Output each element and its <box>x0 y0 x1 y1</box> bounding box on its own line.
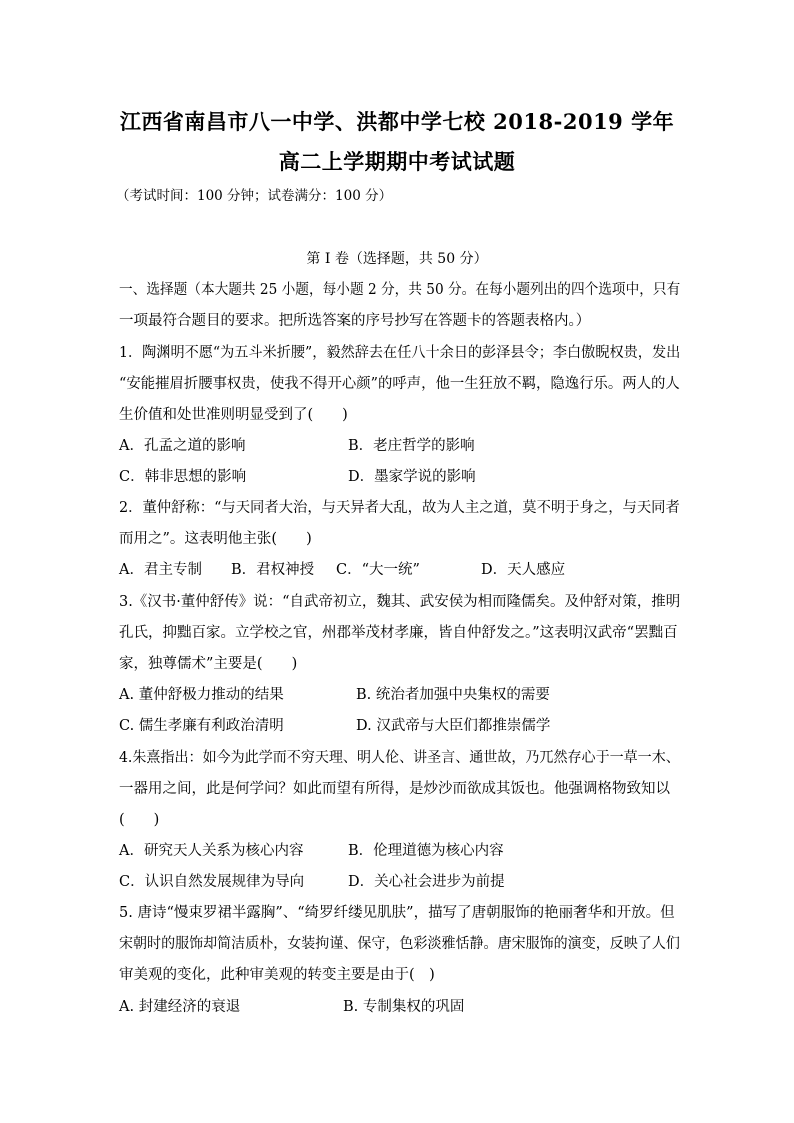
question-3-text: 3.《汉书·董仲舒传》说：“自武帝初立，魏其、武安侯为相而隆儒矣。及仲舒对策，推明 <box>119 594 681 610</box>
question-4-option-c: C．认识自然发展规律为导向 <box>119 874 305 890</box>
question-2-option-a: A．君主专制 <box>119 562 202 578</box>
question-3-text: 家，独尊儒术”主要是( ) <box>119 656 298 672</box>
question-1-text: “安能摧眉折腰事权贵，使我不得开心颜”的呼声，他一生狂放不羁，隐逸行乐。两人的人 <box>119 376 680 392</box>
question-2-text: 2．董仲舒称：“与天同者大治，与天异者大乱，故为人主之道，莫不明于身之，与天同者 <box>119 500 680 516</box>
question-5-option-b: B. 专制集权的巩固 <box>343 999 465 1015</box>
question-4-option-d: D．关心社会进步为前提 <box>348 874 505 890</box>
exam-title-line2: 高二上学期期中考试试题 <box>278 149 516 174</box>
question-5-text: 5. 唐诗“慢束罗裙半露胸”、“绮罗纤缕见肌肤”，描写了唐朝服饰的艳丽奢华和开放。但 <box>119 905 675 921</box>
question-3-option-c: C. 儒生孝廉有利政治清明 <box>119 718 284 734</box>
question-4-option-a: A．研究天人关系为核心内容 <box>119 843 304 859</box>
question-1-option-a: A．孔孟之道的影响 <box>119 438 246 454</box>
question-2-option-b: B．君权神授 <box>231 562 315 578</box>
question-4-option-b: B．伦理道德为核心内容 <box>348 843 504 859</box>
question-2-option-d: D．天人感应 <box>481 562 566 578</box>
question-1-option-b: B．老庄哲学的影响 <box>348 438 475 454</box>
question-2-option-c: C．“大一统” <box>336 562 420 578</box>
question-1-option-d: D．墨家学说的影响 <box>348 469 476 485</box>
question-1-text: 1．陶渊明不愿“为五斗米折腰”，毅然辞去在任八十余日的彭泽县令；李白傲睨权贵，发出 <box>119 345 681 361</box>
question-3-option-a: A. 董仲舒极力推动的结果 <box>119 687 284 703</box>
exam-info: （考试时间：100 分钟；试卷满分：100 分） <box>116 188 393 204</box>
question-1-text: 生价值和处世准则明显受到了( ) <box>119 407 348 423</box>
question-4-text: 一器用之间，此是何学问？如此而望有所得，是炒沙而欲成其饭也。他强调格物致知以 <box>119 781 670 797</box>
question-5-text: 审美观的变化，此种审美观的转变主要是由于( ) <box>119 967 435 983</box>
question-3-text: 孔氏，抑黜百家。立学校之官，州郡举茂材孝廉，皆自仲舒发之。”这表明汉武帝“罢黜百 <box>119 625 678 641</box>
question-5-text: 宋朝时的服饰却简洁质朴，女装拘谨、保守，色彩淡雅恬静。唐宋服饰的演变，反映了人们 <box>119 936 680 952</box>
question-4-text: 4.朱熹指出：如今为此学而不穷天理、明人伦、讲圣言、通世故，乃兀然存心于一草一木、 <box>119 750 680 766</box>
exam-title-line1: 江西省南昌市八一中学、洪都中学七校 2018-2019 学年 <box>119 109 675 134</box>
question-3-option-d: D. 汉武帝与大臣们都推崇儒学 <box>356 718 551 734</box>
section-heading: 第 I 卷（选择题，共 50 分） <box>306 251 488 267</box>
instructions-line: 一项最符合题目的要求。把所选答案的序号抄写在答题卡的答题表格内。） <box>119 313 591 329</box>
question-3-option-b: B. 统治者加强中央集权的需要 <box>356 687 550 703</box>
instructions-line: 一、选择题（本大题共 25 小题，每小题 2 分，共 50 分。在每小题列出的四个选项中，只有 <box>119 282 681 298</box>
question-2-text: 而用之”。这表明他主张( ) <box>119 531 312 547</box>
question-5-option-a: A. 封建经济的衰退 <box>119 999 241 1015</box>
question-1-option-c: C．韩非思想的影响 <box>119 469 247 485</box>
question-4-text: ( ) <box>119 812 160 828</box>
